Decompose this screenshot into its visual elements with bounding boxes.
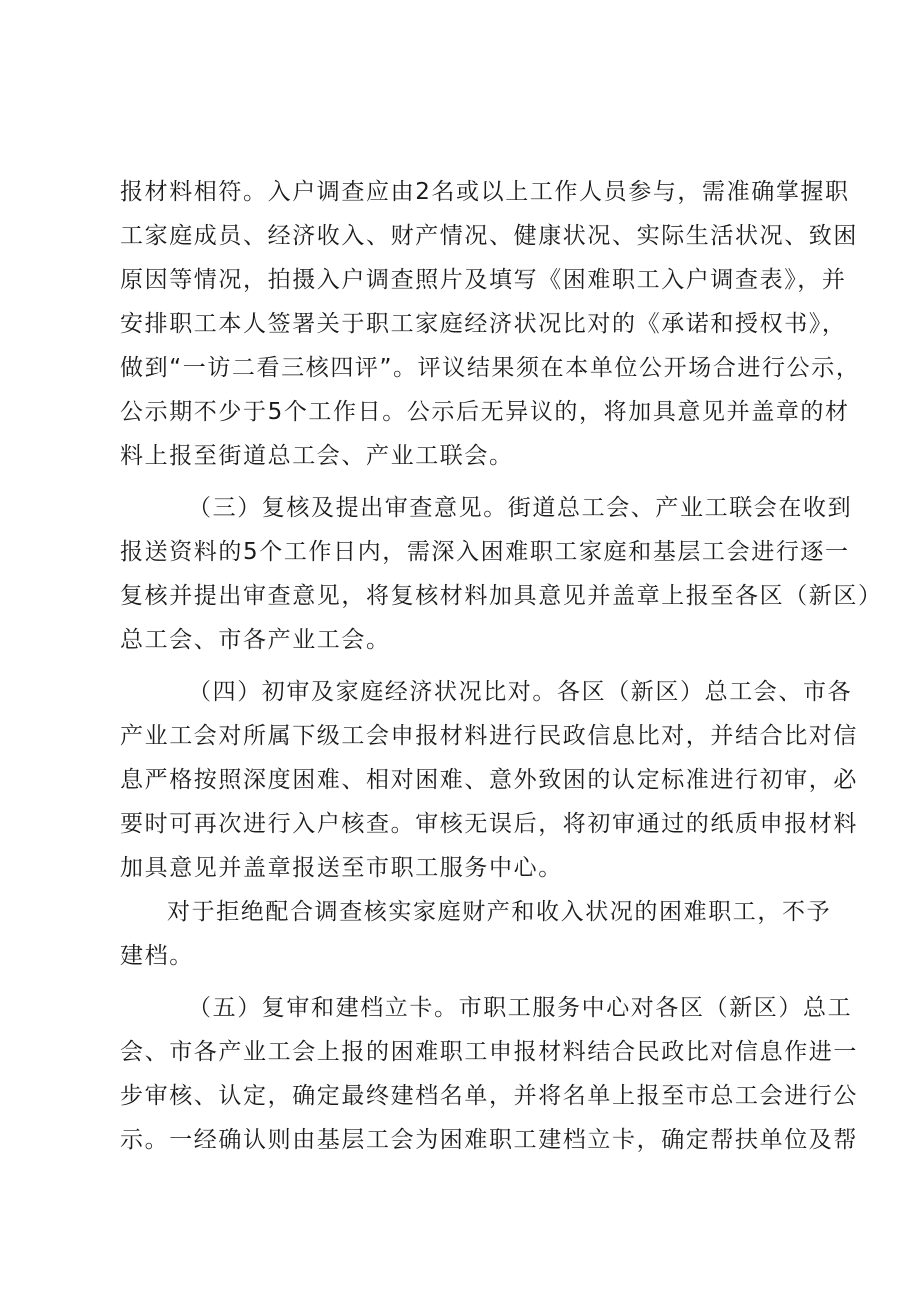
text-line: 加具意见并盖章报送至市职工服务中心。 <box>120 855 563 881</box>
text-line: 报材料相符。入户调查应由2名或以上工作人员参与，需准确掌握职 <box>120 179 850 205</box>
text-line: 原因等情况，拍摄入户调查照片及填写《困难职工入户调查表》，并 <box>120 267 847 293</box>
text-line: 要时可再次进行入户核查。审核无误后，将初审通过的纸质申报材料 <box>120 811 858 837</box>
text-line: 做到“一访二看三核四评”。评议结果须在本单位公开场合进行公示， <box>120 355 861 381</box>
text-line: 息严格按照深度困难、相对困难、意外致困的认定标准进行初审，必 <box>120 767 858 793</box>
section-heading-3: （三）复核及提出审查意见。街道总工会、产业工联会在收到 <box>188 495 853 521</box>
text-line: 建档。 <box>120 943 194 969</box>
text-line: 报送资料的5个工作日内，需深入困难职工家庭和基层工会进行逐一 <box>120 539 850 565</box>
text-line: 工家庭成员、经济收入、财产情况、健康状况、实际生活状况、致困 <box>120 223 858 249</box>
text-line: 复核并提出审查意见，将复核材料加具意见并盖章上报至各区（新区） <box>120 583 883 609</box>
text-line: 料上报至街道总工会、产业工联会。 <box>120 443 514 469</box>
text-line: 示。一经确认则由基层工会为困难职工建档立卡，确定帮扶单位及帮 <box>120 1127 858 1153</box>
paragraph-start: 对于拒绝配合调查核实家庭财产和收入状况的困难职工，不予 <box>167 899 832 925</box>
section-heading-5: （五）复审和建档立卡。市职工服务中心对各区（新区）总工 <box>188 995 853 1021</box>
text-line: 步审核、认定，确定最终建档名单，并将名单上报至市总工会进行公 <box>120 1083 858 1109</box>
text-line: 安排职工本人签署关于职工家庭经济状况比对的《承诺和授权书》， <box>120 311 847 337</box>
text-line: 会、市各产业工会上报的困难职工申报材料结合民政比对信息作进一 <box>120 1039 858 1065</box>
section-heading-4: （四）初审及家庭经济状况比对。各区（新区）总工会、市各 <box>188 679 853 705</box>
text-line: 公示期不少于5个工作日。公示后无异议的，将加具意见并盖章的材 <box>120 399 850 425</box>
text-line: 总工会、市各产业工会。 <box>120 627 391 653</box>
text-line: 产业工会对所属下级工会申报材料进行民政信息比对，并结合比对信 <box>120 723 858 749</box>
